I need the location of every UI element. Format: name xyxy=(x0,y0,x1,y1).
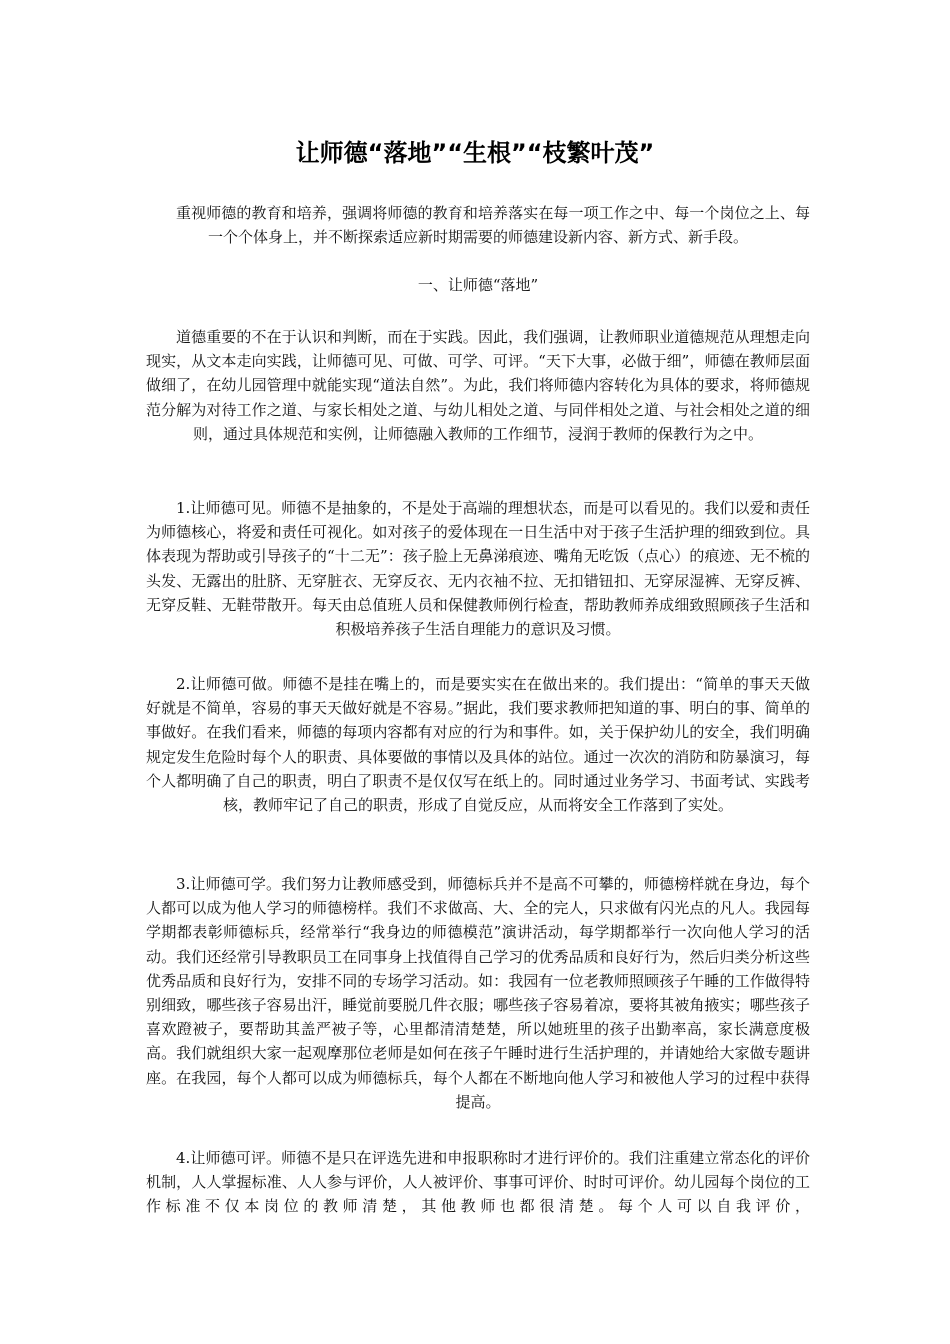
intro-paragraph: 重视师德的教育和培养，强调将师德的教育和培养落实在每一项工作之中、每一个岗位之上、每一个个体身上，并不断探索适应新时期需要的师德建设新内容、新方式、新手段。 xyxy=(176,204,810,247)
point-1-paragraph: 1.让师德可见。师德不是抽象的，不是处于高端的理想状态，而是可以看见的。我们以爱和责任为师德核心，将爱和责任可视化。如对孩子的爱体现在一日生活中对于孩子生活护理的细致到位。具体表现为帮助或引导孩子的“十二无”：孩子脸上无鼻涕痕迹、嘴角无吃饭（点心）的痕迹、无不梳的头发、无露出的肚脐、无穿脏衣、无穿反衣、无内衣袖不拉、无扣错钮扣、无穿尿湿裤、无穿反裤、无穿反鞋、无鞋带散开。每天由总值班人员和保健教师例行检查，帮助教师养成细致照顾孩子生活和积极培养孩子生活自理能力的意识及习惯。 xyxy=(146,499,810,639)
point-2-paragraph: 2.让师德可做。师德不是挂在嘴上的，而是要实实在在做出来的。我们提出：“简单的事天天做好就是不简单，容易的事天天做好就是不容易。”据此，我们要求教师把知道的事、明白的事、简单的事做好。在我们看来，师德的每项内容都有对应的行为和事件。如，关于保护幼儿的安全，我们明确规定发生危险时每个人的职责、具体要做的事情以及具体的站位。通过一次次的消防和防暴演习，每个人都明确了自己的职责，明白了职责不是仅仅写在纸上的。同时通过业务学习、书面考试、实践考核，教师牢记了自己的职责，形成了自觉反应，从而将安全工作落到了实处。 xyxy=(146,675,810,815)
point-3-paragraph: 3.让师德可学。我们努力让教师感受到，师德标兵并不是高不可攀的，师德榜样就在身边，每个人都可以成为他人学习的师德榜样。我们不求做高、大、全的完人，只求做有闪光点的凡人。我园每学期都表彰师德标兵，经常举行“我身边的师德模范”演讲活动，每学期都举行一次向他人学习的活动。我们还经常引导教职员工在同事身上找值得自己学习的优秀品质和良好行为，然后归类分析这些优秀品质和良好行为，安排不同的专场学习活动。如：我园有一位老教师照顾孩子午睡的工作做得特别细致，哪些孩子容易出汗，睡觉前要脱几件衣服；哪些孩子容易着凉，要将其被角掖实；哪些孩子喜欢蹬被子，要帮助其盖严被子等，心里都清清楚楚，所以她班里的孩子出勤率高，家长满意度极高。我们就组织大家一起观摩那位老师是如何在孩子午睡时进行生活护理的，并请她给大家做专题讲座。在我园，每个人都可以成为师德标兵，每个人都在不断地向他人学习和被他人学习的过程中获得提高。 xyxy=(146,875,810,1111)
point-4-paragraph: 4.让师德可评。师德不是只在评选先进和申报职称时才进行评价的。我们注重建立常态化的评价机制，人人掌握标准、人人参与评价，人人被评价、事事可评价、时时可评价。幼儿园每个岗位的工作标准不仅本岗位的教师清楚，其他教师也都很清楚。每个人可以自我评价， xyxy=(146,1149,810,1216)
section-paragraph: 道德重要的不在于认识和判断，而在于实践。因此，我们强调，让教师职业道德规范从理想走向现实，从文本走向实践，让师德可见、可做、可学、可评。“天下大事，必做于细”，师德在教师层面做细了，在幼儿园管理中就能实现“道法自然”。为此，我们将师德内容转化为具体的要求，将师德规范分解为对待工作之道、与家长相处之道、与幼儿相处之道、与同伴相处之道、与社会相处之道的细则，通过具体规范和实例，让师德融入教师的工作细节，浸润于教师的保教行为之中。 xyxy=(146,328,810,443)
document-title: 让师德“落地”“生根”“枝繁叶茂” xyxy=(295,139,655,167)
section-heading: 一、让师德“落地” xyxy=(417,276,539,294)
